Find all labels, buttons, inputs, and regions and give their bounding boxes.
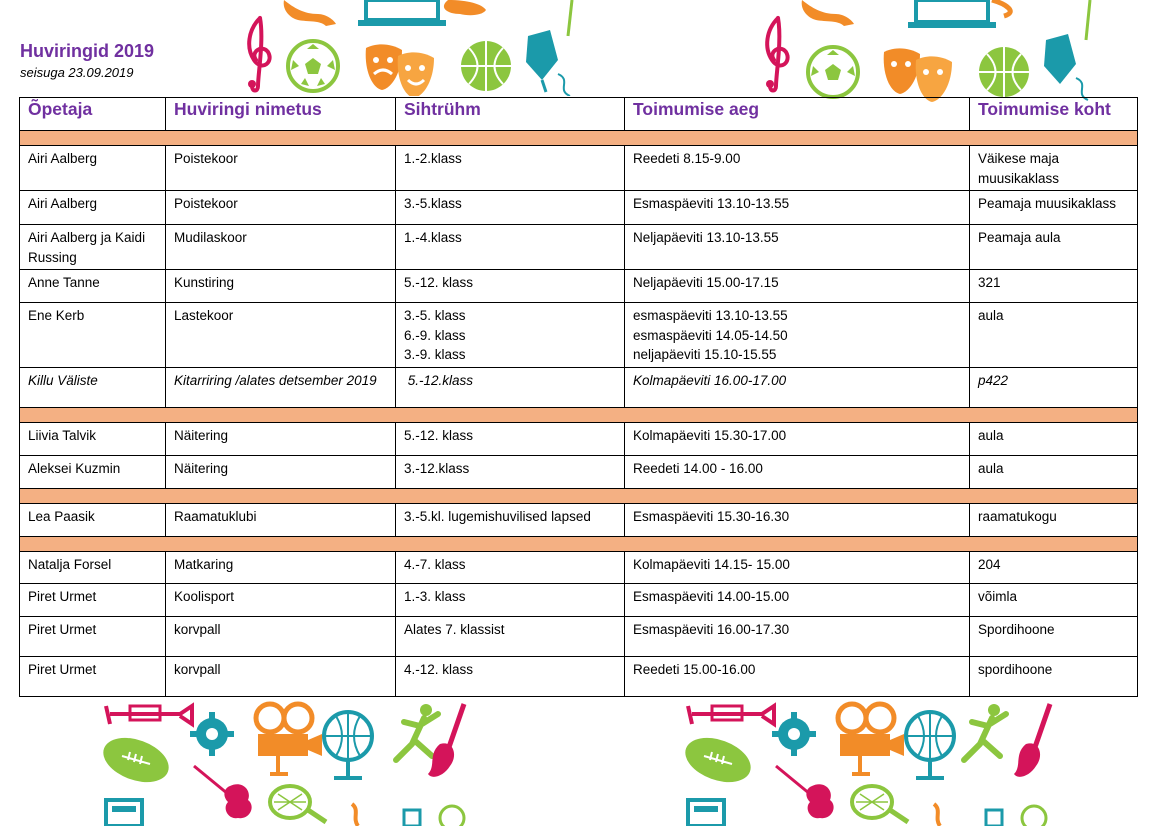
cell-time: Neljapäeviti 13.10-13.55	[625, 225, 970, 270]
cell-teacher: Aleksei Kuzmin	[20, 455, 166, 488]
cell-group: 5.-12. klass	[396, 422, 625, 455]
jumping-athlete-icon	[396, 704, 438, 760]
cell-club: Lastekoor	[166, 303, 396, 368]
table-row	[20, 225, 1138, 270]
column-header-teacher: Õpetaja	[20, 98, 166, 131]
film-camera-icon	[838, 704, 904, 774]
laptop-icon	[358, 0, 446, 26]
laptop-icon	[908, 0, 996, 28]
section-separator	[20, 536, 1138, 551]
cell-time: Reedeti 15.00-16.00	[625, 656, 970, 696]
dancer-icon	[802, 0, 854, 26]
cell-time: Esmaspäeviti 15.30-16.30	[625, 503, 970, 536]
paint-palette-icon	[444, 0, 486, 15]
cell-club: Kunstiring	[166, 270, 396, 303]
cell-group: 3.-5. klass 6.-9. klass 3.-9. klass	[396, 303, 625, 368]
table-row	[20, 551, 1138, 583]
table-row	[20, 656, 1138, 696]
cell-club: Koolisport	[166, 583, 396, 616]
film-camera-icon	[256, 704, 322, 774]
cell-group: 4.-7. klass	[396, 551, 625, 583]
cell-time: Kolmapäeviti 15.30-17.00	[625, 422, 970, 455]
top-decoration-left	[238, 0, 598, 96]
soccer-ball-icon	[288, 41, 338, 91]
section-separator	[20, 407, 1138, 422]
bottom-decoration-right	[682, 700, 1062, 826]
cell-club: korvpall	[166, 616, 396, 656]
fountain-pen-icon	[1044, 34, 1088, 100]
cell-group: 1.-4.klass	[396, 225, 625, 270]
cell-teacher: Killu Väliste	[20, 367, 166, 407]
table-row	[20, 191, 1138, 225]
tennis-racket-icon	[270, 786, 326, 822]
cell-teacher: Liivia Talvik	[20, 422, 166, 455]
table-row	[20, 422, 1138, 455]
cell-place: aula	[970, 303, 1138, 368]
cell-time: Neljapäeviti 15.00-17.15	[625, 270, 970, 303]
cell-teacher: Natalja Forsel	[20, 551, 166, 583]
cell-group: 5.-12. klass	[396, 270, 625, 303]
table-row	[20, 455, 1138, 488]
cell-place: Peamaja muusikaklass	[970, 191, 1138, 225]
cell-group: 3.-5.kl. lugemishuvilised lapsed	[396, 503, 625, 536]
violin-icon	[194, 766, 252, 818]
cell-teacher: Airi Aalberg ja Kaidi Russing	[20, 225, 166, 270]
section-separator	[20, 131, 1138, 146]
globe-icon	[906, 712, 954, 778]
cell-group: 3.-5.klass	[396, 191, 625, 225]
trumpet-icon	[106, 706, 192, 724]
cell-place: Peamaja aula	[970, 225, 1138, 270]
cell-club: Näitering	[166, 455, 396, 488]
bottom-decoration-left	[100, 700, 480, 826]
table-row	[20, 303, 1138, 368]
dancer-icon	[284, 0, 336, 26]
table-header-row	[20, 98, 1138, 131]
cell-time: Esmaspäeviti 13.10-13.55	[625, 191, 970, 225]
page-subtitle: seisuga 23.09.2019	[20, 65, 134, 80]
calculator-icon	[106, 800, 142, 826]
cell-group: 5.-12.klass	[396, 367, 625, 407]
clubs-table	[19, 97, 1138, 697]
cell-club: Mudilaskoor	[166, 225, 396, 270]
fountain-pen-icon	[526, 30, 570, 96]
cell-place: Väikese maja muusikaklass	[970, 146, 1138, 191]
cell-teacher: Piret Urmet	[20, 656, 166, 696]
theater-masks-icon	[884, 48, 952, 102]
cell-club: Poistekoor	[166, 191, 396, 225]
cell-place: 321	[970, 270, 1138, 303]
cell-club: Raamatuklubi	[166, 503, 396, 536]
cell-club: Kitarriring /alates detsember 2019	[166, 367, 396, 407]
cell-group: Alates 7. klassist	[396, 616, 625, 656]
globe-icon	[324, 712, 372, 778]
cell-teacher: Airi Aalberg	[20, 146, 166, 191]
cell-place: võimla	[970, 583, 1138, 616]
treble-clef-icon	[766, 18, 788, 91]
top-decoration-right	[756, 0, 1116, 104]
cell-place: aula	[970, 455, 1138, 488]
cell-teacher: Piret Urmet	[20, 583, 166, 616]
table-row	[20, 616, 1138, 656]
rugby-ball-icon	[100, 730, 175, 791]
column-header-target-group: Sihtrühm	[396, 98, 625, 131]
column-header-time: Toimumise aeg	[625, 98, 970, 131]
cell-time: Reedeti 14.00 - 16.00	[625, 455, 970, 488]
cell-place: 204	[970, 551, 1138, 583]
cell-place: Spordihoone	[970, 616, 1138, 656]
cell-place: p422	[970, 367, 1138, 407]
cell-time: Esmaspäeviti 16.00-17.30	[625, 616, 970, 656]
trumpet-icon	[688, 706, 774, 724]
cell-group: 4.-12. klass	[396, 656, 625, 696]
cell-teacher: Lea Paasik	[20, 503, 166, 536]
calculator-icon	[688, 800, 724, 826]
cell-club: Näitering	[166, 422, 396, 455]
column-header-location: Toimumise koht	[970, 98, 1138, 131]
gear-icon	[190, 712, 234, 756]
theater-masks-icon	[366, 44, 434, 96]
cell-place: aula	[970, 422, 1138, 455]
document-header	[20, 40, 154, 82]
page-title: Huviringid 2019	[20, 41, 155, 61]
cell-club: Poistekoor	[166, 146, 396, 191]
cell-time: Kolmapäeviti 16.00-17.00	[625, 367, 970, 407]
gear-icon	[772, 712, 816, 756]
table-row	[20, 503, 1138, 536]
treble-clef-icon	[248, 18, 270, 91]
table-row	[20, 146, 1138, 191]
cell-club: Matkaring	[166, 551, 396, 583]
cell-time: Kolmapäeviti 14.15- 15.00	[625, 551, 970, 583]
electric-guitar-icon	[1014, 704, 1050, 777]
cell-time: Reedeti 8.15-9.00	[625, 146, 970, 191]
cell-place: spordihoone	[970, 656, 1138, 696]
section-separator	[20, 488, 1138, 503]
jumping-athlete-icon	[964, 704, 1006, 760]
basketball-icon	[461, 41, 511, 91]
cell-group: 1.-2.klass	[396, 146, 625, 191]
violin-icon	[776, 766, 834, 818]
cell-time: esmaspäeviti 13.10-13.55 esmaspäeviti 14.05-14.50 neljapäeviti 15.10-15.55	[625, 303, 970, 368]
soccer-ball-icon	[808, 47, 858, 97]
column-header-club-name: Huviringi nimetus	[166, 98, 396, 131]
tennis-racket-icon	[852, 786, 908, 822]
cell-club: korvpall	[166, 656, 396, 696]
cell-group: 3.-12.klass	[396, 455, 625, 488]
cell-teacher: Piret Urmet	[20, 616, 166, 656]
cell-teacher: Airi Aalberg	[20, 191, 166, 225]
cell-place: raamatukogu	[970, 503, 1138, 536]
cell-time: Esmaspäeviti 14.00-15.00	[625, 583, 970, 616]
rugby-ball-icon	[682, 730, 757, 791]
cell-teacher: Ene Kerb	[20, 303, 166, 368]
table-row	[20, 367, 1138, 407]
cell-group: 1.-3. klass	[396, 583, 625, 616]
table-row	[20, 270, 1138, 303]
table-row	[20, 583, 1138, 616]
basketball-icon	[979, 47, 1029, 97]
cell-teacher: Anne Tanne	[20, 270, 166, 303]
